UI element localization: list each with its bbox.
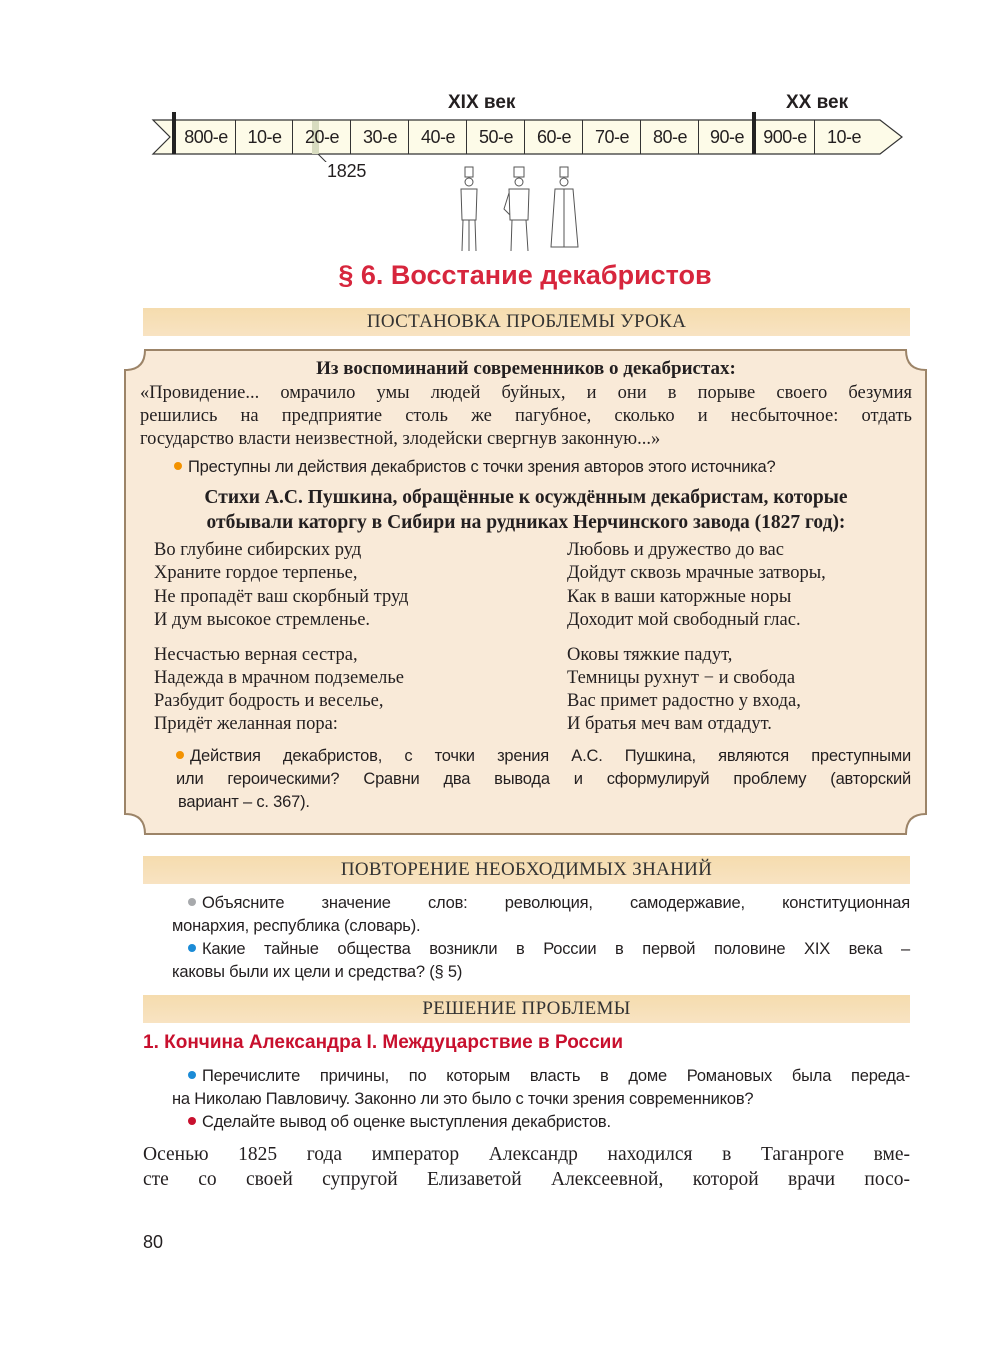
poem-line: Вас примет радостно у входа, [567, 691, 801, 711]
box-heading-pushkin: Стихи А.С. Пушкина, обращённые к осуждённым декабристам, которые [204, 487, 848, 508]
quote-line: «Провидение... омрачило умы людей буйных, и они в порыве своего безумия [140, 383, 912, 403]
poem-line: Темницы рухнут − и свобода [567, 668, 796, 688]
question-item [174, 458, 775, 477]
box-heading-pushkin: отбывали каторгу в Сибири на рудниках Нерчинского завода (1827 год): [206, 512, 846, 533]
question-item: Действия декабристов, с точки зрения А.С. Пушкина, являются преступными [176, 747, 911, 766]
decade-cell: 800-е [184, 127, 228, 147]
year-marker-1825: 1825 [327, 161, 367, 181]
bullet-icon [176, 751, 184, 759]
box-heading-memoirs: Из воспоминаний современников о декабристах: [316, 358, 736, 379]
review-line: каковы были их цели и средства? (§ 5) [172, 963, 463, 981]
bullet-icon [188, 1071, 196, 1079]
bullet-icon [188, 1117, 196, 1125]
question-text: Преступны ли действия декабристов с точки зрения авторов этого источника? [188, 458, 776, 476]
decade-cell: 50-е [466, 120, 525, 154]
poem-line: Храните гордое терпенье, [154, 563, 358, 583]
page-number: 80 [143, 1232, 164, 1252]
poem-line: Любовь и дружество до вас [567, 540, 784, 560]
poem-line: Придёт желанная пора: [154, 714, 338, 734]
review-item: Объясните значение слов: революция, самодержавие, конституционная [188, 894, 910, 913]
section-header-solution: РЕШЕНИЕ ПРОБЛЕМЫ [143, 995, 910, 1023]
century-20-label: XX век [786, 92, 849, 113]
decade-cell: 70-е [582, 120, 641, 154]
poem-line: Дойдут сквозь мрачные затворы, [567, 563, 826, 583]
decade-cell: 40-е [408, 120, 467, 154]
question-line: или героическими? Сравни два вывода и сформулируй проблему (авторский [176, 770, 911, 788]
decade-cell: 10-е [235, 120, 293, 154]
poem-line: Доходит мой свободный глас. [567, 610, 801, 630]
poem-line: Надежда в мрачном подземелье [154, 668, 405, 688]
decade-cell: 30-е [350, 120, 409, 154]
review-item: Какие тайные общества возникли в России в первой половине XIX века – [188, 940, 910, 959]
body-paragraph-line: Осенью 1825 года император Александр находился в Таганроге вме- [143, 1144, 910, 1165]
decade-cell: 900-е [763, 127, 807, 147]
century-19-label: XIX век [448, 92, 516, 113]
task-item: Сделайте вывод об оценке выступления декабристов. [188, 1113, 611, 1132]
body-paragraph-line: сте со своей супругой Елизаветой Алексеевной, которой врачи посо- [143, 1169, 910, 1190]
bullet-icon [174, 462, 182, 470]
section-header-problem: ПОСТАНОВКА ПРОБЛЕМЫ УРОКА [143, 308, 910, 336]
quote-line: решились на предприятие столь же пагубное, сколько и несбыточное: отдать [140, 406, 912, 426]
poem-line: Несчастью верная сестра, [154, 645, 358, 665]
poem-line: Не пропадёт ваш скорбный труд [154, 587, 409, 607]
page-title: § 6. Восстание декабристов [338, 260, 712, 290]
quote-line: государство власти неизвестной, злодейски свергнув законную...» [140, 429, 661, 449]
decade-cell: 80-е [640, 120, 699, 154]
subsection-heading: 1. Кончина Александра I. Междуцарствие в России [143, 1032, 624, 1053]
decade-cell: 60-е [524, 120, 583, 154]
task-item: Перечислите причины, по которым власть в доме Романовых была переда- [188, 1067, 910, 1086]
bullet-icon [188, 898, 196, 906]
poem-line: И дум высокое стремленье. [154, 610, 371, 630]
review-line: монархия, республика (словарь). [172, 917, 421, 935]
decade-cell: 20-е [292, 120, 351, 154]
poem-line: Оковы тяжкие падут, [567, 645, 733, 665]
decembrists-figures-illustration [452, 165, 592, 255]
poem-line: Во глубине сибирских руд [154, 540, 362, 560]
decade-cell: 10-е [814, 120, 873, 154]
decade-cell: 90-е [698, 120, 755, 154]
task-line: на Николаю Павловичу. Законно ли это было с точки зрения современников? [172, 1090, 754, 1108]
bullet-icon [188, 944, 196, 952]
question-line: вариант – с. 367). [178, 793, 310, 811]
poem-line: Как в ваши каторжные норы [567, 587, 792, 607]
section-header-review: ПОВТОРЕНИЕ НЕОБХОДИМЫХ ЗНАНИЙ [143, 856, 910, 884]
poem-line: И братья меч вам отдадут. [567, 714, 772, 734]
poem-line: Разбудит бодрость и веселье, [154, 691, 384, 711]
